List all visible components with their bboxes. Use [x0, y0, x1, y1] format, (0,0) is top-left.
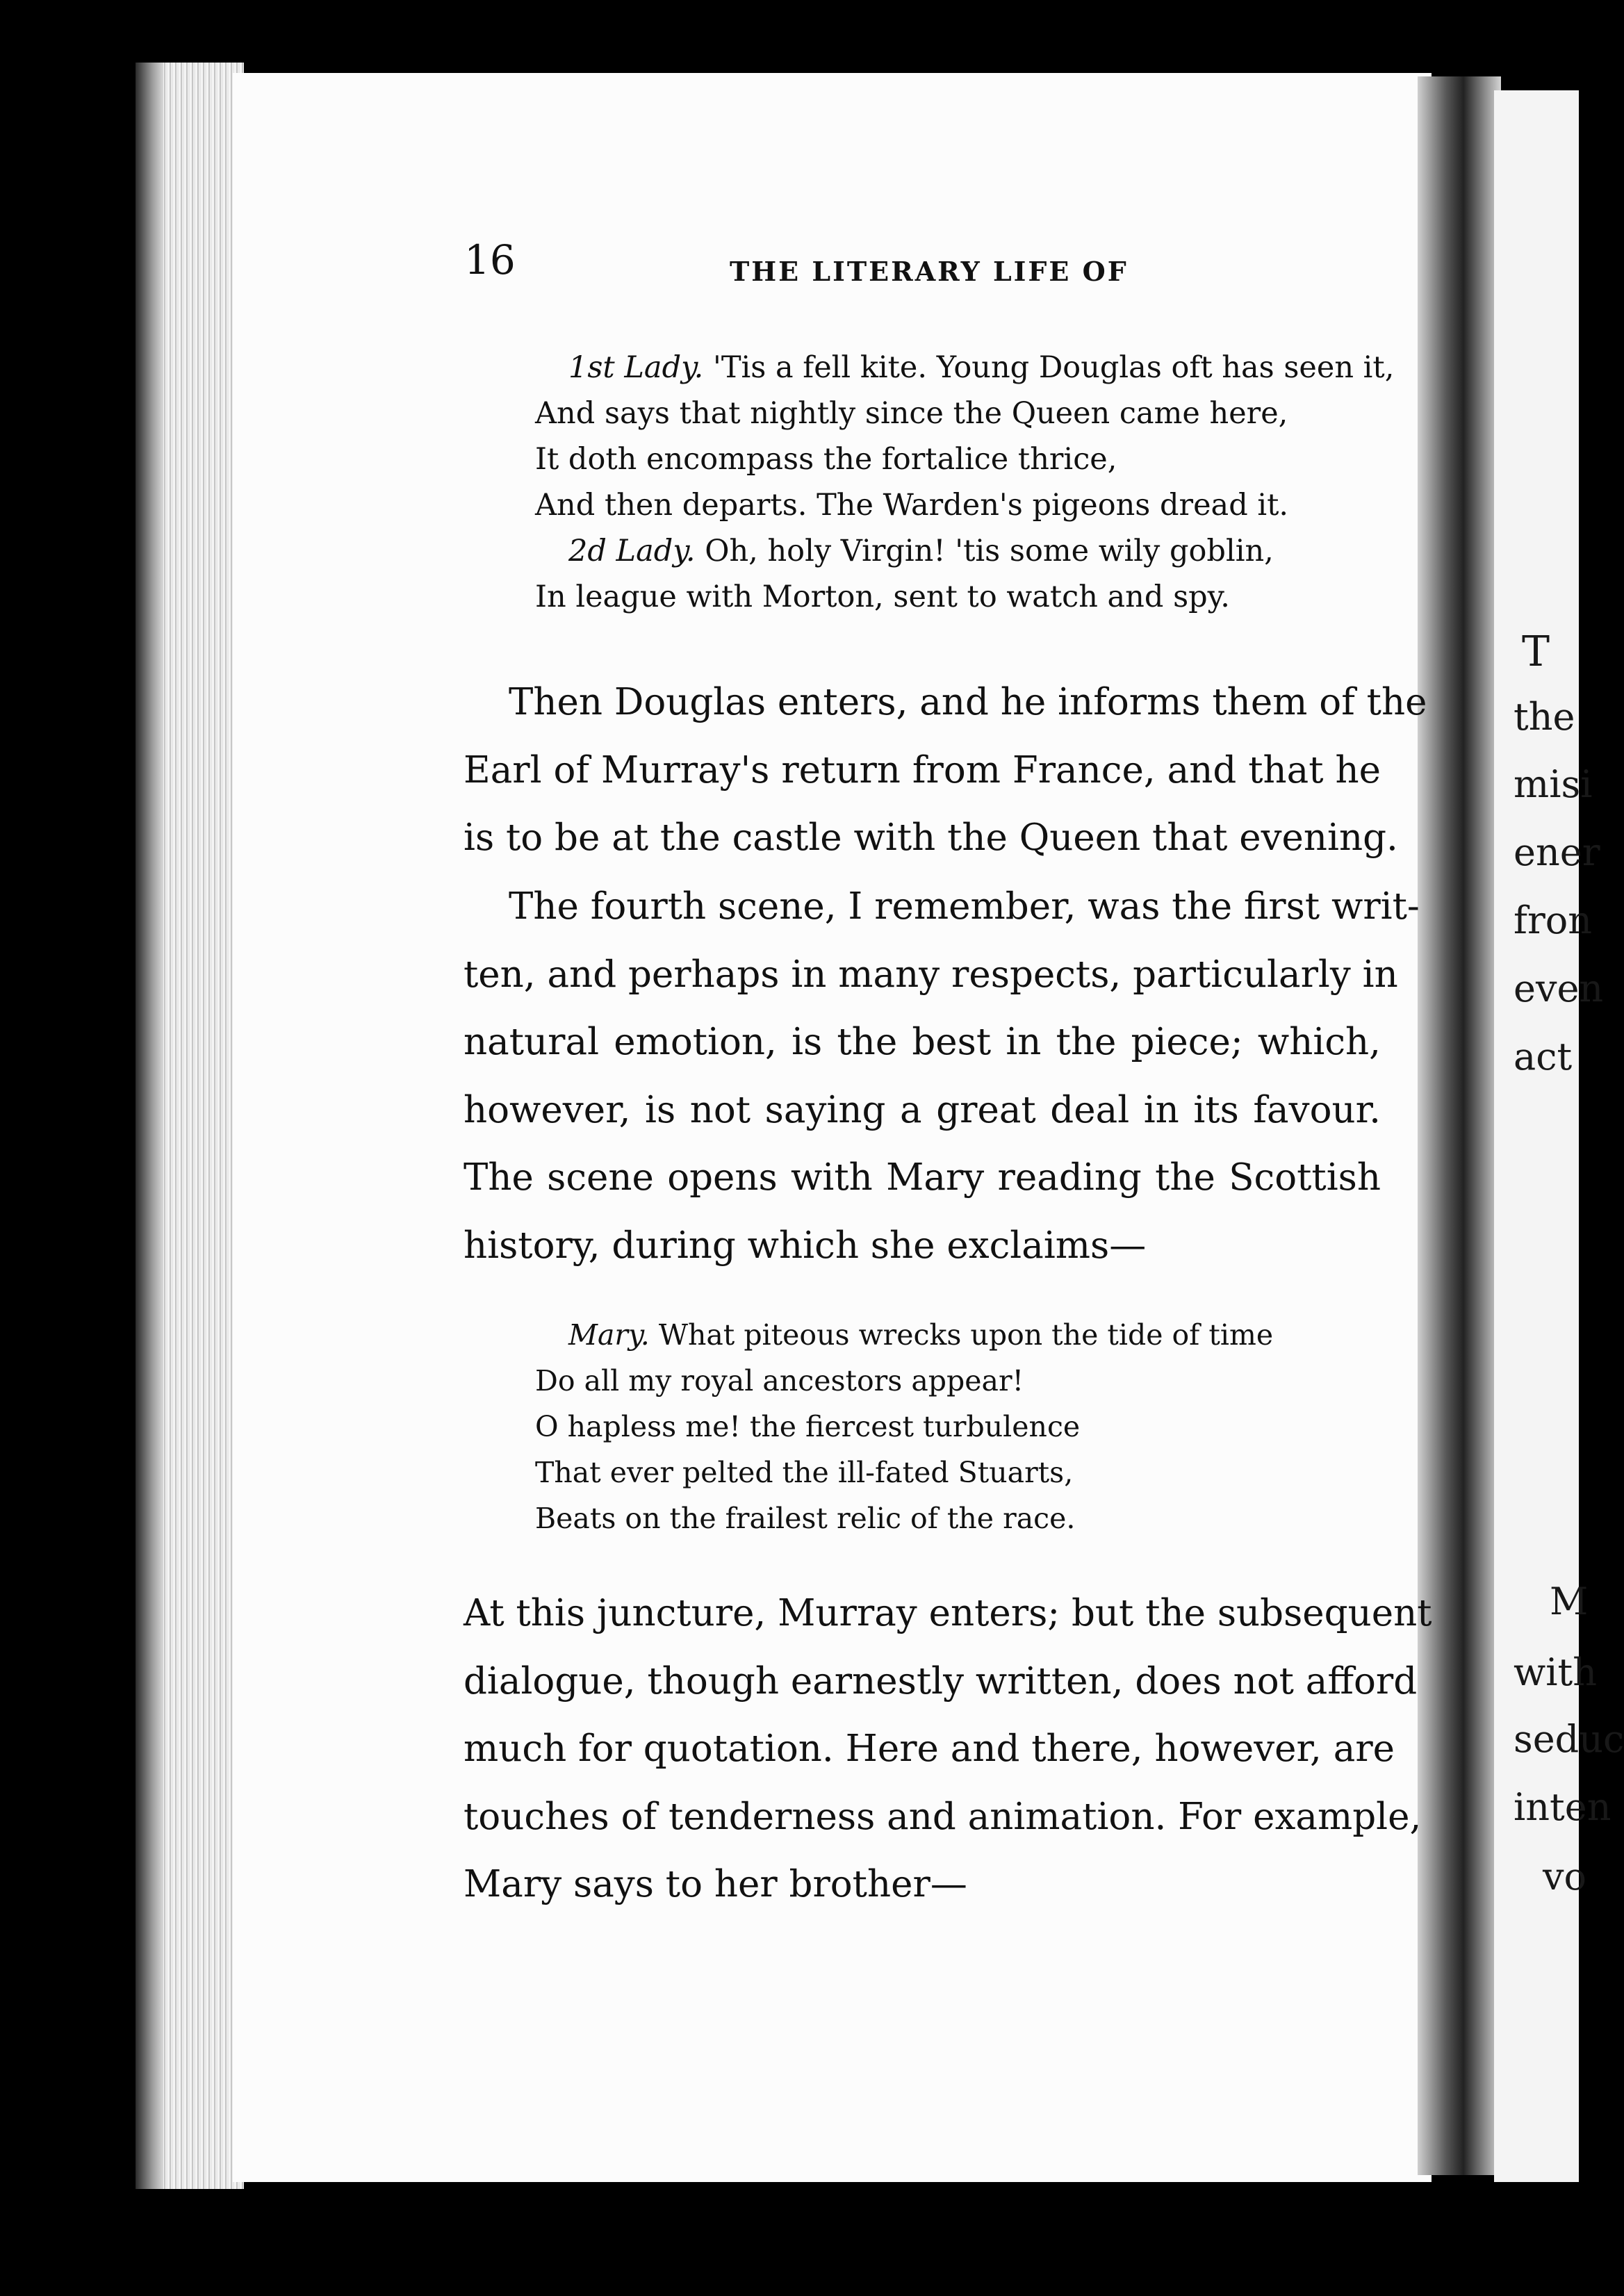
- verse-line: And says that nightly since the Queen came here,: [535, 396, 1288, 431]
- verse-line: Do all my royal ancestors appear!: [535, 1364, 1024, 1397]
- speaker-label: 1st Lady.: [568, 350, 704, 385]
- speaker-label: Mary.: [568, 1318, 650, 1352]
- verse-line: O hapless me! the fiercest turbulence: [535, 1410, 1081, 1443]
- prose-line-text: much for quotation. Here and there, however, are: [464, 1728, 1395, 1770]
- prose-line-text: At this juncture, Murray enters; but the subsequent: [464, 1592, 1432, 1634]
- page-number: 16: [464, 236, 516, 284]
- speaker-label: 2d Lady.: [568, 534, 696, 568]
- prose-line-text: touches of tenderness and animation. For example,: [464, 1795, 1422, 1838]
- prose-line: [464, 1212, 1381, 1280]
- facing-fragment: even: [1514, 967, 1604, 1010]
- verse-line: [535, 1312, 1397, 1358]
- prose-line-text: ten, and perhaps in many respects, particularly in: [464, 953, 1398, 996]
- facing-fragment: inten: [1514, 1785, 1611, 1829]
- prose-line: [464, 873, 1420, 941]
- verse-line: Beats on the frailest relic of the race.: [535, 1502, 1076, 1535]
- verse-block-2: [535, 1312, 1397, 1541]
- prose-line-text: is to be at the castle with the Queen that evening.: [464, 817, 1398, 859]
- running-title: THE LITERARY LIFE OF: [730, 256, 1129, 287]
- verse-line: That ever pelted the ill-fated Stuarts,: [535, 1456, 1074, 1489]
- facing-fragment: the: [1514, 695, 1575, 739]
- prose-line: [464, 1783, 1422, 1851]
- prose-line: [464, 1648, 1418, 1716]
- prose-line-text: Earl of Murray's return from France, and that he: [464, 748, 1381, 792]
- prose-line: [464, 1076, 1381, 1145]
- prose-line: [464, 1008, 1381, 1076]
- paragraph-1: [464, 669, 1427, 872]
- prose-line-text: dialogue, though earnestly written, does not afford: [464, 1659, 1418, 1703]
- paragraph-3: [464, 1580, 1432, 1919]
- prose-line: [464, 1580, 1432, 1648]
- binding-shadow: [136, 63, 163, 2189]
- facing-fragment: misi: [1514, 762, 1593, 806]
- facing-fragment: with: [1514, 1650, 1597, 1694]
- prose-line-text: natural emotion, is the best in the piece; which,: [464, 1021, 1381, 1063]
- prose-line-text: however, is not saying a great deal in its favour.: [464, 1088, 1381, 1131]
- verse-line: [535, 345, 1397, 391]
- facing-fragment: vo: [1543, 1855, 1587, 1899]
- facing-fragment: fron: [1514, 899, 1593, 942]
- prose-line-text: Then Douglas enters, and he informs them of the: [509, 681, 1427, 723]
- prose-line: [464, 804, 1398, 872]
- gutter-shadow: [1418, 76, 1501, 2175]
- facing-fragment: seduc: [1514, 1717, 1624, 1761]
- verse-text: 'Tis a fell kite. Young Douglas oft has seen it,: [703, 350, 1395, 385]
- paragraph-2: [464, 873, 1420, 1279]
- verse-line: It doth encompass the fortalice thrice,: [535, 442, 1117, 477]
- prose-line: [464, 669, 1427, 737]
- prose-line-text: The fourth scene, I remember, was the first writ-: [509, 885, 1420, 928]
- prose-line: [464, 941, 1398, 1009]
- prose-line-text: Mary says to her brother—: [464, 1863, 967, 1905]
- prose-line: [464, 1144, 1381, 1212]
- verse-line: [535, 528, 1397, 574]
- facing-fragment: ener: [1514, 830, 1600, 874]
- prose-line: [464, 737, 1381, 805]
- prose-line-text: history, during which she exclaims—: [464, 1224, 1147, 1267]
- prose-line: [464, 1715, 1395, 1783]
- verse-text: What piteous wrecks upon the tide of time: [649, 1318, 1274, 1352]
- verse-block-1: [535, 345, 1397, 620]
- facing-fragment: T: [1522, 628, 1550, 676]
- facing-page: [1494, 90, 1624, 2182]
- facing-fragment: act: [1514, 1035, 1573, 1079]
- prose-line: [464, 1851, 1381, 1919]
- verse-line: In league with Morton, sent to watch and spy.: [535, 580, 1230, 614]
- facing-fragment: M: [1550, 1580, 1589, 1623]
- verse-text: Oh, holy Virgin! 'tis some wily goblin,: [695, 534, 1274, 568]
- prose-line-text: The scene opens with Mary reading the Scottish: [464, 1156, 1381, 1199]
- verse-line: And then departs. The Warden's pigeons dread it.: [535, 488, 1289, 523]
